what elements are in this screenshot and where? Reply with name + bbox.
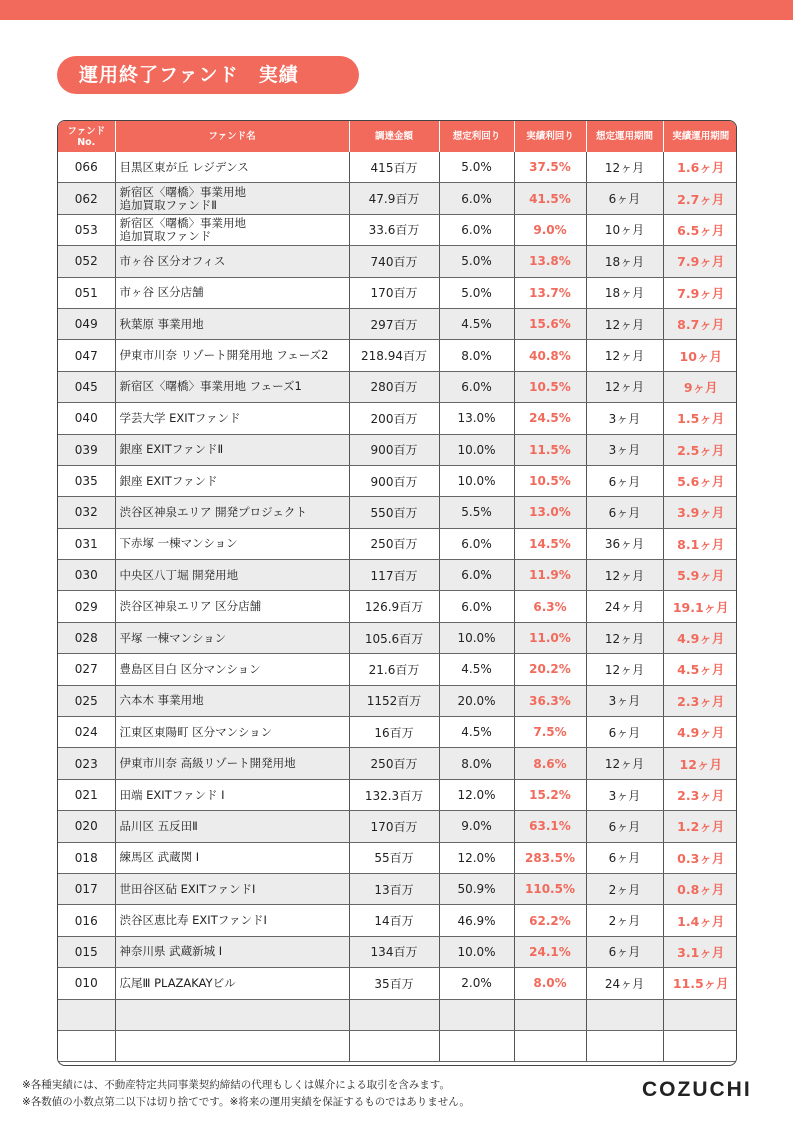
header-amount: 調達金額 [349, 121, 439, 152]
cell-expected-period: 12ヶ月 [586, 748, 663, 779]
cell-amount: 117百万 [349, 560, 439, 591]
cell-fund-name: 練馬区 武蔵関 I [115, 842, 349, 873]
cell-actual-yield: 6.3% [514, 591, 586, 622]
header-actual-period: 実績運用期間 [663, 121, 737, 152]
cell-expected-period [586, 1030, 663, 1061]
cell-actual-period: 1.4ヶ月 [663, 905, 737, 936]
cell-fund-name: 広尾Ⅲ PLAZAKAYビル [115, 968, 349, 999]
cell-actual-yield: 13.7% [514, 277, 586, 308]
cell-expected-yield: 4.5% [439, 654, 514, 685]
cell-fund-no: 017 [58, 873, 115, 904]
cell-fund-name: 下赤塚 一棟マンション [115, 528, 349, 559]
cell-fund-no: 023 [58, 748, 115, 779]
cell-amount: 132.3百万 [349, 779, 439, 810]
cell-fund-no: 040 [58, 403, 115, 434]
table-row [58, 403, 737, 434]
cell-amount: 250百万 [349, 748, 439, 779]
cell-fund-no: 053 [58, 214, 115, 245]
cell-expected-period: 6ヶ月 [586, 183, 663, 214]
table-row [58, 873, 737, 904]
cell-amount: 21.6百万 [349, 654, 439, 685]
cell-actual-period: 7.9ヶ月 [663, 246, 737, 277]
table-row [58, 999, 737, 1030]
cell-actual-yield: 11.5% [514, 434, 586, 465]
cell-fund-no: 062 [58, 183, 115, 214]
cell-fund-name: 銀座 EXITファンド [115, 465, 349, 496]
cell-expected-yield: 46.9% [439, 905, 514, 936]
table-row [58, 842, 737, 873]
cell-expected-yield: 10.0% [439, 622, 514, 653]
table-row [58, 214, 737, 245]
cell-amount: 170百万 [349, 277, 439, 308]
cell-expected-yield: 6.0% [439, 183, 514, 214]
cell-amount: 415百万 [349, 152, 439, 183]
table-row [58, 622, 737, 653]
cell-actual-period: 8.7ヶ月 [663, 308, 737, 339]
table-header-row [58, 121, 737, 152]
cell-expected-period: 2ヶ月 [586, 873, 663, 904]
cell-amount: 1152百万 [349, 685, 439, 716]
cell-fund-no: 039 [58, 434, 115, 465]
cell-actual-yield: 40.8% [514, 340, 586, 371]
table-row [58, 748, 737, 779]
cell-expected-yield [439, 1030, 514, 1061]
cell-fund-no: 027 [58, 654, 115, 685]
cell-actual-period: 0.3ヶ月 [663, 842, 737, 873]
cell-amount: 550百万 [349, 497, 439, 528]
cell-expected-yield: 8.0% [439, 748, 514, 779]
header-fund-no: ファンド No. [58, 121, 115, 152]
cell-expected-period: 3ヶ月 [586, 779, 663, 810]
cell-expected-period: 36ヶ月 [586, 528, 663, 559]
cell-fund-name: 神奈川県 武蔵新城 I [115, 936, 349, 967]
table-row [58, 936, 737, 967]
cell-actual-period: 19.1ヶ月 [663, 591, 737, 622]
cell-amount: 297百万 [349, 308, 439, 339]
cell-actual-yield: 7.5% [514, 717, 586, 748]
table-row [58, 434, 737, 465]
cell-actual-period: 12ヶ月 [663, 748, 737, 779]
cell-actual-yield: 10.5% [514, 465, 586, 496]
cell-actual-yield [514, 999, 586, 1030]
cell-actual-yield: 41.5% [514, 183, 586, 214]
cell-fund-no: 051 [58, 277, 115, 308]
cell-expected-period: 12ヶ月 [586, 560, 663, 591]
cell-actual-yield: 9.0% [514, 214, 586, 245]
cell-expected-yield: 6.0% [439, 591, 514, 622]
cell-expected-yield: 12.0% [439, 842, 514, 873]
cell-expected-yield: 4.5% [439, 308, 514, 339]
cell-expected-period: 12ヶ月 [586, 654, 663, 685]
cell-fund-name [115, 1030, 349, 1061]
cell-fund-no: 047 [58, 340, 115, 371]
cell-expected-period: 2ヶ月 [586, 905, 663, 936]
cell-fund-no: 045 [58, 371, 115, 402]
cell-actual-yield: 14.5% [514, 528, 586, 559]
cell-actual-period: 7.9ヶ月 [663, 277, 737, 308]
cell-actual-yield [514, 1030, 586, 1061]
cell-amount: 35百万 [349, 968, 439, 999]
cell-actual-period: 4.9ヶ月 [663, 622, 737, 653]
cell-fund-no: 025 [58, 685, 115, 716]
cell-actual-period: 2.3ヶ月 [663, 779, 737, 810]
cell-fund-name: 世田谷区砧 EXITファンドI [115, 873, 349, 904]
cell-amount: 280百万 [349, 371, 439, 402]
cell-expected-yield: 4.5% [439, 717, 514, 748]
cell-actual-yield: 24.1% [514, 936, 586, 967]
cell-expected-period: 6ヶ月 [586, 811, 663, 842]
results-table [58, 121, 737, 1062]
cell-amount: 200百万 [349, 403, 439, 434]
table-row [58, 905, 737, 936]
cell-expected-yield [439, 999, 514, 1030]
cell-expected-yield: 5.0% [439, 246, 514, 277]
cell-actual-period [663, 1030, 737, 1061]
cell-expected-period: 12ヶ月 [586, 308, 663, 339]
cell-fund-no: 029 [58, 591, 115, 622]
cell-fund-name: 豊島区目白 区分マンション [115, 654, 349, 685]
cell-amount: 33.6百万 [349, 214, 439, 245]
cell-expected-yield: 13.0% [439, 403, 514, 434]
cell-actual-yield: 13.8% [514, 246, 586, 277]
table-row [58, 465, 737, 496]
cell-expected-period: 3ヶ月 [586, 434, 663, 465]
cell-actual-period: 9ヶ月 [663, 371, 737, 402]
table-row [58, 685, 737, 716]
cell-fund-name: 中央区八丁堀 開発用地 [115, 560, 349, 591]
cell-actual-yield: 283.5% [514, 842, 586, 873]
cell-expected-yield: 8.0% [439, 340, 514, 371]
table-row [58, 371, 737, 402]
cell-actual-yield: 24.5% [514, 403, 586, 434]
footnote-2: ※各数値の小数点第二以下は切り捨てです。※将来の運用実績を保証するものではありません。 [22, 1096, 470, 1108]
cell-expected-period: 12ヶ月 [586, 371, 663, 402]
cell-fund-name: 六本木 事業用地 [115, 685, 349, 716]
cell-expected-period: 10ヶ月 [586, 214, 663, 245]
cell-expected-yield: 50.9% [439, 873, 514, 904]
cell-amount: 13百万 [349, 873, 439, 904]
cell-actual-yield: 15.2% [514, 779, 586, 810]
cell-expected-period: 6ヶ月 [586, 465, 663, 496]
cell-actual-period: 1.6ヶ月 [663, 152, 737, 183]
cell-fund-name: 品川区 五反田Ⅱ [115, 811, 349, 842]
cell-fund-name: 新宿区〈曙橋〉事業用地 追加買取ファンドⅡ [115, 183, 349, 214]
cell-fund-no [58, 1030, 115, 1061]
cell-expected-period [586, 999, 663, 1030]
cell-fund-name: 渋谷区神泉エリア 区分店舗 [115, 591, 349, 622]
table-row [58, 152, 737, 183]
cell-actual-yield: 20.2% [514, 654, 586, 685]
cell-expected-yield: 10.0% [439, 465, 514, 496]
cell-amount: 55百万 [349, 842, 439, 873]
cell-actual-period: 4.9ヶ月 [663, 717, 737, 748]
cell-actual-period: 3.1ヶ月 [663, 936, 737, 967]
cell-actual-period: 0.8ヶ月 [663, 873, 737, 904]
cell-amount: 105.6百万 [349, 622, 439, 653]
header-expected-yield: 想定利回り [439, 121, 514, 152]
cell-expected-period: 12ヶ月 [586, 152, 663, 183]
header-fund-name: ファンド名 [115, 121, 349, 152]
cell-fund-no: 052 [58, 246, 115, 277]
footnotes [22, 1077, 470, 1111]
cell-expected-period: 24ヶ月 [586, 591, 663, 622]
cell-expected-yield: 9.0% [439, 811, 514, 842]
cell-amount [349, 999, 439, 1030]
cell-fund-name: 渋谷区神泉エリア 開発プロジェクト [115, 497, 349, 528]
cell-actual-yield: 110.5% [514, 873, 586, 904]
cell-actual-yield: 11.0% [514, 622, 586, 653]
top-accent-bar [0, 0, 793, 20]
cell-expected-yield: 5.0% [439, 277, 514, 308]
cell-actual-period: 2.5ヶ月 [663, 434, 737, 465]
cell-fund-no: 032 [58, 497, 115, 528]
cell-fund-no: 021 [58, 779, 115, 810]
cell-amount: 170百万 [349, 811, 439, 842]
cell-expected-yield: 10.0% [439, 434, 514, 465]
cell-expected-period: 3ヶ月 [586, 685, 663, 716]
table-row [58, 308, 737, 339]
cell-expected-period: 6ヶ月 [586, 497, 663, 528]
cell-expected-period: 6ヶ月 [586, 717, 663, 748]
cell-expected-period: 6ヶ月 [586, 842, 663, 873]
cell-fund-no [58, 999, 115, 1030]
cell-fund-name: 目黒区東が丘 レジデンス [115, 152, 349, 183]
cell-actual-yield: 15.6% [514, 308, 586, 339]
cell-fund-no: 031 [58, 528, 115, 559]
cell-actual-yield: 11.9% [514, 560, 586, 591]
cell-fund-no: 010 [58, 968, 115, 999]
cell-expected-yield: 6.0% [439, 528, 514, 559]
table-row [58, 528, 737, 559]
cell-fund-no: 018 [58, 842, 115, 873]
cell-fund-name: 新宿区〈曙橋〉事業用地 追加買取ファンド [115, 214, 349, 245]
cell-expected-period: 12ヶ月 [586, 340, 663, 371]
cell-fund-no: 016 [58, 905, 115, 936]
cell-fund-name: 市ヶ谷 区分オフィス [115, 246, 349, 277]
table-row [58, 591, 737, 622]
cell-fund-no: 024 [58, 717, 115, 748]
results-table-container [57, 120, 737, 1066]
cell-actual-yield: 13.0% [514, 497, 586, 528]
cell-fund-name: 渋谷区恵比寿 EXITファンドI [115, 905, 349, 936]
cell-actual-yield: 36.3% [514, 685, 586, 716]
table-row [58, 811, 737, 842]
cell-expected-period: 24ヶ月 [586, 968, 663, 999]
cell-fund-name: 田端 EXITファンド I [115, 779, 349, 810]
cell-fund-name [115, 999, 349, 1030]
cell-actual-period: 5.9ヶ月 [663, 560, 737, 591]
cell-expected-period: 6ヶ月 [586, 936, 663, 967]
header-actual-yield: 実績利回り [514, 121, 586, 152]
cell-expected-yield: 20.0% [439, 685, 514, 716]
table-row [58, 968, 737, 999]
cell-expected-yield: 2.0% [439, 968, 514, 999]
table-row [58, 246, 737, 277]
table-row [58, 183, 737, 214]
cell-actual-yield: 63.1% [514, 811, 586, 842]
cell-amount: 900百万 [349, 465, 439, 496]
cell-fund-no: 035 [58, 465, 115, 496]
cell-expected-yield: 10.0% [439, 936, 514, 967]
cell-actual-period: 2.3ヶ月 [663, 685, 737, 716]
cell-actual-period: 5.6ヶ月 [663, 465, 737, 496]
table-row [58, 497, 737, 528]
cell-actual-period: 8.1ヶ月 [663, 528, 737, 559]
cell-expected-yield: 6.0% [439, 560, 514, 591]
cell-expected-period: 18ヶ月 [586, 246, 663, 277]
cell-fund-no: 020 [58, 811, 115, 842]
cell-actual-yield: 37.5% [514, 152, 586, 183]
cell-expected-yield: 5.5% [439, 497, 514, 528]
cell-actual-period: 1.2ヶ月 [663, 811, 737, 842]
cell-expected-yield: 5.0% [439, 152, 514, 183]
table-body [58, 152, 737, 1062]
cell-amount: 126.9百万 [349, 591, 439, 622]
cell-fund-name: 伊東市川奈 リゾート開発用地 フェーズ2 [115, 340, 349, 371]
cell-fund-no: 030 [58, 560, 115, 591]
cell-actual-period [663, 999, 737, 1030]
cell-amount: 16百万 [349, 717, 439, 748]
cell-amount: 218.94百万 [349, 340, 439, 371]
cell-expected-period: 18ヶ月 [586, 277, 663, 308]
cell-amount: 900百万 [349, 434, 439, 465]
cell-fund-no: 015 [58, 936, 115, 967]
cell-fund-no: 066 [58, 152, 115, 183]
brand-logo: COZUCHI [642, 1078, 752, 1101]
cell-amount [349, 1030, 439, 1061]
cell-actual-period: 3.9ヶ月 [663, 497, 737, 528]
cell-actual-period: 1.5ヶ月 [663, 403, 737, 434]
footnote-1: ※各種実績には、不動産特定共同事業契約締結の代理もしくは媒介による取引を含みます。 [22, 1079, 450, 1091]
table-row [58, 717, 737, 748]
cell-fund-no: 028 [58, 622, 115, 653]
cell-fund-name: 新宿区〈曙橋〉事業用地 フェーズ1 [115, 371, 349, 402]
cell-amount: 740百万 [349, 246, 439, 277]
page-title: 運用終了ファンド 実績 [57, 56, 359, 94]
cell-fund-name: 江東区東陽町 区分マンション [115, 717, 349, 748]
cell-actual-yield: 10.5% [514, 371, 586, 402]
cell-expected-yield: 6.0% [439, 214, 514, 245]
cell-actual-yield: 8.6% [514, 748, 586, 779]
cell-amount: 250百万 [349, 528, 439, 559]
cell-fund-name: 伊東市川奈 高級リゾート開発用地 [115, 748, 349, 779]
table-row [58, 654, 737, 685]
header-expected-period: 想定運用期間 [586, 121, 663, 152]
cell-expected-yield: 6.0% [439, 371, 514, 402]
cell-actual-period: 4.5ヶ月 [663, 654, 737, 685]
cell-fund-name: 市ヶ谷 区分店舗 [115, 277, 349, 308]
cell-actual-period: 11.5ヶ月 [663, 968, 737, 999]
cell-fund-name: 秋葉原 事業用地 [115, 308, 349, 339]
cell-fund-name: 平塚 一棟マンション [115, 622, 349, 653]
table-row [58, 1030, 737, 1061]
cell-expected-period: 12ヶ月 [586, 622, 663, 653]
table-row [58, 560, 737, 591]
cell-actual-yield: 62.2% [514, 905, 586, 936]
cell-expected-period: 3ヶ月 [586, 403, 663, 434]
cell-actual-yield: 8.0% [514, 968, 586, 999]
cell-amount: 14百万 [349, 905, 439, 936]
cell-actual-period: 2.7ヶ月 [663, 183, 737, 214]
cell-fund-no: 049 [58, 308, 115, 339]
table-row [58, 277, 737, 308]
table-row [58, 779, 737, 810]
cell-amount: 134百万 [349, 936, 439, 967]
cell-fund-name: 銀座 EXITファンドⅡ [115, 434, 349, 465]
table-row [58, 340, 737, 371]
cell-fund-name: 学芸大学 EXITファンド [115, 403, 349, 434]
cell-actual-period: 6.5ヶ月 [663, 214, 737, 245]
cell-expected-yield: 12.0% [439, 779, 514, 810]
cell-actual-period: 10ヶ月 [663, 340, 737, 371]
cell-amount: 47.9百万 [349, 183, 439, 214]
